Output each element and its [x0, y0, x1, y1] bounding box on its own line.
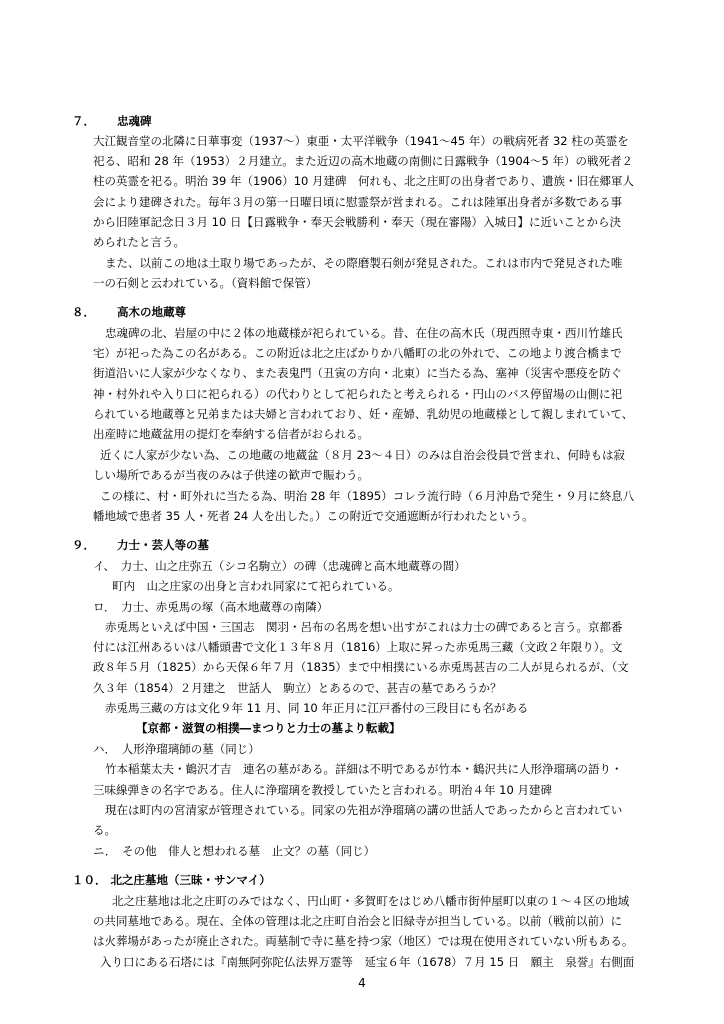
- paragraph-line: 竹本稲葉太夫・鶴沢才吉 連名の墓がある。詳細は不明であるが竹本・鶴沢共に人形浄瑠璃の語り・: [105, 762, 623, 776]
- paragraph-line: 久３年（1854）２月建之 世話人 駒立）とあるので、甚吉の墓であろうか？: [93, 681, 502, 695]
- paragraph-line: 町内 山之庄家の出身と言われ同家にて祀られている。: [112, 579, 400, 593]
- paragraph-line: の共同墓地である。現在、全体の管理は北之庄町自治会と旧緑寺が担当している。以前（戦前以前）に: [93, 914, 622, 928]
- paragraph-line: 現在は町内の宮清家が管理されている。同家の先祖が浄瑠璃の講の世話人であったからと言われてい: [105, 803, 623, 817]
- paragraph-line: 付には江州あるいは八幡頭書で文化１３年８月（1816）上取に昇った赤兎馬三藏（文政２年限り）。文: [93, 640, 623, 654]
- paragraph-line: 出産時に地蔵盆用の提灯を奉納する信者がおられる。: [93, 427, 369, 441]
- section-title: 高木の地蔵尊: [117, 305, 186, 319]
- paragraph-line: 大江観音堂の北隣に日華事変（1937～）東亜・太平洋戦争（1941～45 年）の戦病死者 32 柱の英霊を: [93, 134, 629, 148]
- paragraph-line: 入り口にある石塔には『南無阿弥陀仏法界万霊等 延宝６年（1678）７月 15 日 願主 泉誉』右側面: [100, 955, 635, 969]
- paragraph-line: ニ． その他 俳人と想われる墓 止文？の墓（同じ）: [93, 844, 376, 858]
- paragraph-line: 北之庄墓地は北之庄町のみではなく、円山町・多賀町をはじめ八幡市街仲屋町以東の１～４区の地域: [112, 894, 630, 908]
- paragraph-line: ハ． 人形浄瑠璃師の墓（同じ）: [93, 742, 260, 756]
- paragraph-line: 一の石剣と云われている。（資料館で保管）: [93, 276, 318, 290]
- paragraph-line: 神・村外れや入り口に祀られる）の代わりとして祀られたと考えられる・円山のバス停留場の山側に祀: [93, 387, 622, 401]
- paragraph-line: は火葬場があったが廃止された。両墓制で寺に墓を持つ家（地区）では現在使用されていない所もある。: [93, 934, 634, 948]
- citation-line: 【京都・滋賀の相撲―まつりと力士の墓より転載】: [136, 721, 401, 735]
- section-title: 北之庄墓地（三昧・サンマイ）: [110, 873, 271, 887]
- section-number: ７．: [72, 114, 95, 128]
- paragraph-line: 柱の英霊を祀る。明治 39 年（1906）10 月建碑 何れも、北之庄町の出身者であり、遺族・旧在郷軍人: [93, 174, 634, 188]
- section-8-heading: [72, 305, 186, 319]
- paragraph-line: から旧陸軍記念日３月 10 日【日露戦争・奉天会戦勝利・奉天（現在審陽）入城日】に近いことから決: [93, 215, 621, 229]
- paragraph-line: る。: [93, 823, 116, 837]
- paragraph-line: 政８年５月（1825）から天保６年７月（1835）まで中相撲にいる赤兎馬甚吉の二人が見られるが、（文: [93, 660, 629, 674]
- paragraph-line: この様に、村・町外れに当たる為、明治 28 年（1895）コレラ流行時（６月沖島で発生・９月に終息八: [100, 489, 635, 503]
- section-number: ８．: [72, 305, 95, 319]
- page-number: 4: [358, 976, 366, 990]
- paragraph-line: 近くに人家が少ない為、この地蔵の地蔵盆（８月 23～４日）のみは自治会役員で営まれ、何時もは寂: [100, 448, 625, 462]
- paragraph-line: 街道沿いに人家が少なくなり、また表鬼門（丑寅の方向・北東）に当たる為、塞神（災害や悪疫を防ぐ: [93, 366, 622, 380]
- section-7-heading: [72, 114, 152, 128]
- paragraph-line: しい場所であるが当夜のみは子供達の歓声で賑わう。: [93, 468, 369, 482]
- section-10-heading: [72, 873, 271, 887]
- section-number: １０．: [72, 873, 107, 887]
- paragraph-line: 赤兎馬といえば中国・三国志 関羽・呂布の名馬を想い出すがこれは力士の碑であると言う。京都番: [105, 620, 623, 634]
- paragraph-line: 祀る、昭和 28 年（1953）２月建立。また近辺の高木地蔵の南側に日露戦争（1904～5 年）の戦死者２: [93, 154, 633, 168]
- paragraph-line: 宅）が祀った為この名がある。この附近は北之庄ばかりか八幡町の北の外れで、この地より渡合橋まで: [93, 346, 622, 360]
- paragraph-line: 三味線弾きの名字である。住人に浄瑠璃を教授していたと言われる。明治４年 10 月建碑: [93, 783, 552, 797]
- section-title: 忠魂碑: [117, 114, 152, 128]
- paragraph-line: られている地蔵尊と兄弟または夫婦と言われており、妊・産婦、乳幼児の地蔵様として親しまれていて、: [93, 407, 634, 421]
- paragraph-line: 幡地域で患者 35 人・死者 24 人を出した。）この附近で交通遮断が行われたという。: [93, 509, 534, 523]
- section-number: ９．: [72, 538, 95, 552]
- paragraph-line: 会により建碑された。毎年３月の第一日曜日頃に慰霊祭が営まれる。これは陸軍出身者が多数である事: [93, 195, 622, 209]
- paragraph-line: また、以前この地は土取り場であったが、その際磨製石剣が発見された。これは市内で発見された唯: [105, 256, 623, 270]
- paragraph-line: 忠魂碑の北、岩屋の中に２体の地蔵様が祀られている。昔、在住の高木氏（現西照寺東・西川竹雄氏: [105, 326, 623, 340]
- paragraph-line: ロ． 力士、赤兎馬の塚（高木地蔵尊の南隣）: [93, 600, 329, 614]
- section-9-heading: [72, 538, 209, 552]
- paragraph-line: められたと言う。: [93, 235, 185, 249]
- section-title: 力士・芸人等の墓: [117, 538, 209, 552]
- paragraph-line: イ、 力士、山之庄弥五（シコ名駒立）の碑（忠魂碑と高木地蔵尊の間）: [93, 559, 466, 573]
- paragraph-line: 赤兎馬三藏の方は文化９年 11 月、同 10 年正月に江戸番付の三段目にも名がある: [105, 701, 529, 715]
